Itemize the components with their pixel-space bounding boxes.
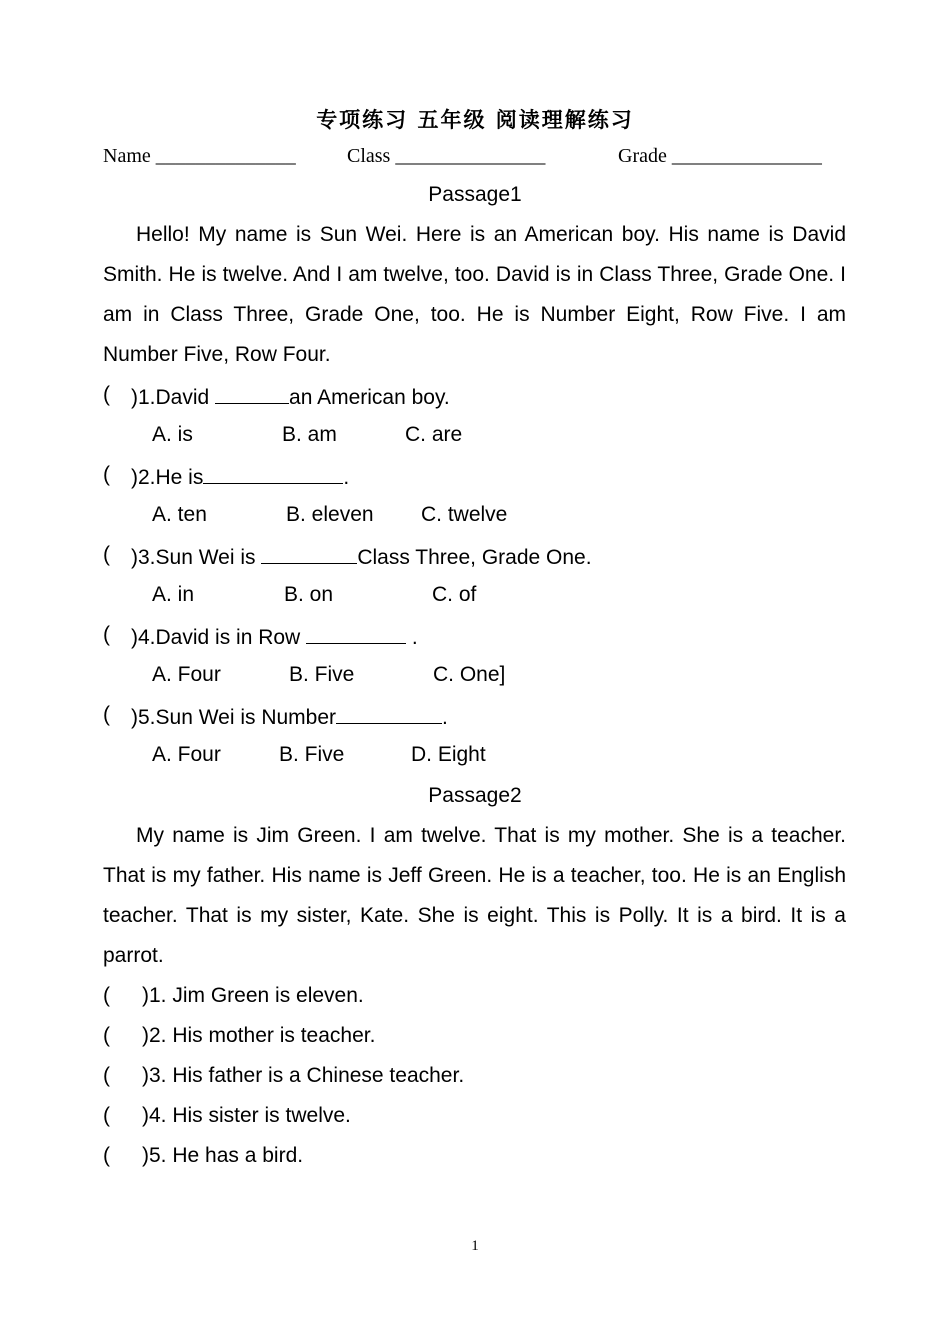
answer-paren[interactable]: ( xyxy=(103,984,110,1007)
option-a: A. Four xyxy=(152,743,221,766)
statement-4: )4. His sister is twelve. xyxy=(142,1104,351,1127)
statement-2: )2. His mother is teacher. xyxy=(142,1024,376,1047)
question-5: )5.Sun Wei is Number . xyxy=(131,703,448,730)
passage1-heading: Passage1 xyxy=(428,183,522,206)
option-b: B. Five xyxy=(279,743,345,766)
answer-paren[interactable]: ( xyxy=(103,463,110,486)
option-b: B. Five xyxy=(289,663,355,686)
answer-blank[interactable] xyxy=(203,463,343,484)
statement-5: )5. He has a bird. xyxy=(142,1144,304,1167)
answer-paren[interactable]: ( xyxy=(103,623,110,646)
answer-blank[interactable] xyxy=(261,543,357,564)
statement-1: )1. Jim Green is eleven. xyxy=(142,984,364,1007)
option-a: A. Four xyxy=(152,663,221,686)
answer-paren[interactable]: ( xyxy=(103,703,110,726)
question-4: )4.David is in Row . xyxy=(131,623,418,650)
name-field[interactable]: Name ______________ xyxy=(103,145,296,167)
option-c: C. One] xyxy=(433,663,506,686)
answer-paren[interactable]: ( xyxy=(103,1064,110,1087)
answer-paren[interactable]: ( xyxy=(103,1024,110,1047)
option-c: C. of xyxy=(432,583,477,606)
grade-field[interactable]: Grade _______________ xyxy=(618,145,822,167)
question-3: )3.Sun Wei is Class Three, Grade One. xyxy=(131,543,592,570)
class-field[interactable]: Class _______________ xyxy=(347,145,546,167)
option-a: A. in xyxy=(152,583,195,606)
answer-blank[interactable] xyxy=(306,623,406,644)
page-number: 1 xyxy=(471,1238,479,1254)
answer-paren[interactable]: ( xyxy=(103,383,110,406)
answer-paren[interactable]: ( xyxy=(103,1144,110,1167)
passage2-heading: Passage2 xyxy=(428,784,522,807)
option-b: B. eleven xyxy=(286,503,374,526)
option-c: C. are xyxy=(405,423,463,446)
page-title: 专项练习 五年级 阅读理解练习 xyxy=(316,108,634,132)
statement-3: )3. His father is a Chinese teacher. xyxy=(142,1064,465,1087)
option-a: A. is xyxy=(152,423,193,446)
answer-blank[interactable] xyxy=(215,383,289,404)
passage2-text: My name is Jim Green. I am twelve. That is my mother. She is a teacher. That is my father. His name is Jeff Green. He is a teacher, too. He is an English teacher. That is my sister, Kate. She is eight. This is Polly. It is a bird. It is a parrot. xyxy=(103,824,846,967)
option-a: A. ten xyxy=(152,503,207,526)
option-c: D. Eight xyxy=(411,743,486,766)
answer-blank[interactable] xyxy=(336,703,442,724)
option-c: C. twelve xyxy=(421,503,508,526)
question-1: )1.David an American boy. xyxy=(131,383,450,410)
answer-paren[interactable]: ( xyxy=(103,1104,110,1127)
option-b: B. on xyxy=(284,583,334,606)
answer-paren[interactable]: ( xyxy=(103,543,110,566)
question-2: )2.He is . xyxy=(131,463,349,490)
passage1-text: Hello! My name is Sun Wei. Here is an American boy. His name is David Smith. He is twelve. And I am twelve, too. David is in Class Three, Grade One. I am in Class Three, Grade One, too. He is Number Eight, Row Five. I am Number Five, Row Four. xyxy=(103,223,846,366)
option-b: B. am xyxy=(282,423,337,446)
